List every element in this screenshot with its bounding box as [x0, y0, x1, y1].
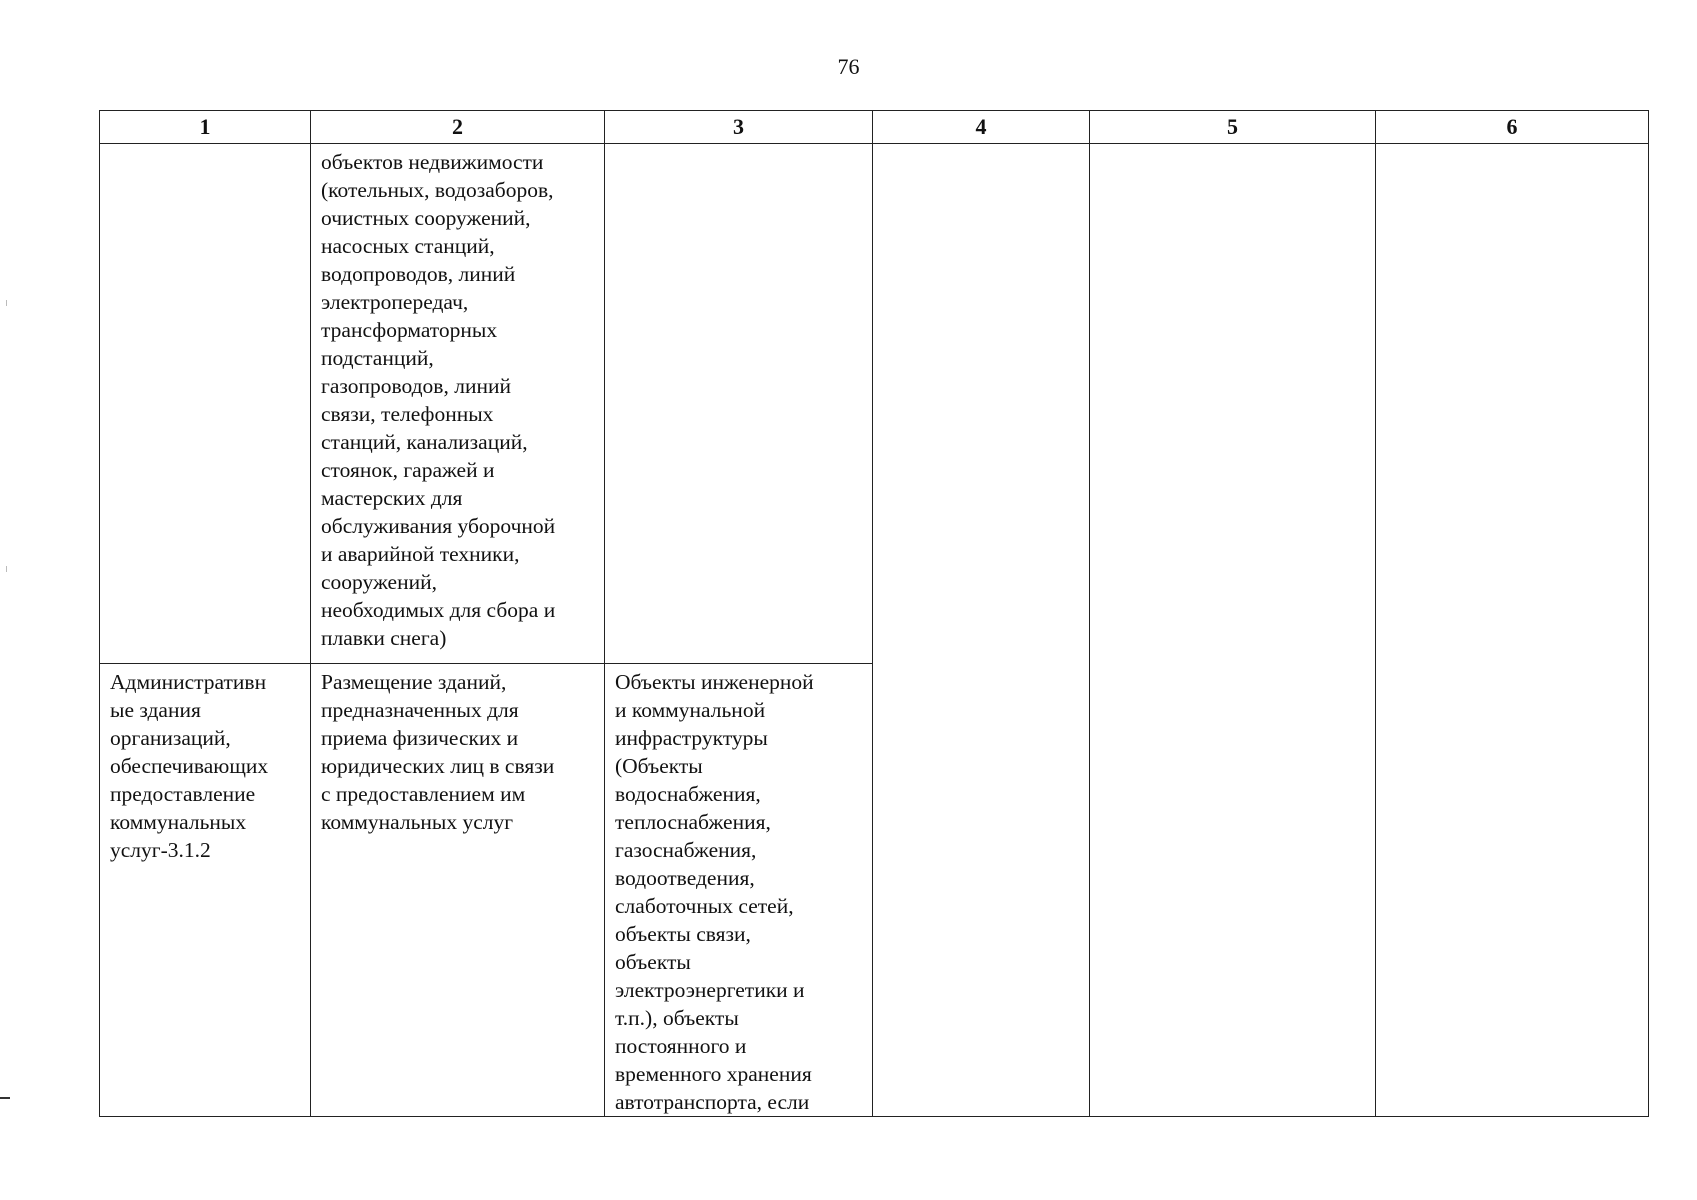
text-line: обслуживания уборочной — [321, 514, 556, 538]
column-header-5: 5 — [1090, 111, 1376, 144]
text-line: Административн — [110, 670, 267, 694]
regulations-table — [99, 110, 1649, 1117]
text-line: сооружений, — [321, 570, 437, 594]
text-line: и коммунальной — [615, 698, 766, 722]
cell-text — [311, 144, 604, 652]
cell-text — [100, 664, 310, 864]
text-line: объекты связи, — [615, 922, 751, 946]
text-line: коммунальных — [110, 810, 247, 834]
text-line: предоставление — [110, 782, 256, 806]
text-line: временного хранения — [615, 1062, 812, 1086]
text-line: стоянок, гаражей и — [321, 458, 495, 482]
text-line: услуг-3.1.2 — [110, 838, 211, 862]
text-line: ые здания — [110, 698, 201, 722]
column-header-2: 2 — [311, 111, 605, 144]
table-row-continuation — [100, 144, 1649, 664]
text-line: станций, канализаций, — [321, 430, 528, 454]
text-line: теплоснабжения, — [615, 810, 771, 834]
cell-r1-c2 — [311, 144, 605, 664]
page-number: 76 — [837, 54, 860, 79]
cell-r2-c2 — [311, 664, 605, 1117]
text-line: постоянного и — [615, 1034, 747, 1058]
text-line: (котельных, водозаборов, — [321, 178, 554, 202]
text-line: коммунальных услуг — [321, 810, 514, 834]
column-header-4: 4 — [873, 111, 1090, 144]
text-line: т.п.), объекты — [615, 1006, 739, 1030]
text-line: инфраструктуры — [615, 726, 768, 750]
text-line: плавки снега) — [321, 626, 447, 650]
text-line: слаботочных сетей, — [615, 894, 794, 918]
text-line: насосных станций, — [321, 234, 495, 258]
column-header-6: 6 — [1376, 111, 1649, 144]
cell-col4 — [873, 144, 1090, 1117]
text-line: с предоставлением им — [321, 782, 526, 806]
table-header-row — [100, 111, 1649, 144]
cell-text — [605, 664, 872, 1116]
text-line: Объекты инженерной — [615, 670, 814, 694]
text-line: подстанций, — [321, 346, 434, 370]
text-line: объектов недвижимости — [321, 150, 544, 174]
text-line: очистных сооружений, — [321, 206, 531, 230]
cell-col5 — [1090, 144, 1376, 1117]
text-line: водопроводов, линий — [321, 262, 516, 286]
text-line: необходимых для сбора и — [321, 598, 556, 622]
text-line: трансформаторных — [321, 318, 498, 342]
cell-text — [311, 664, 604, 836]
text-line: газопроводов, линий — [321, 374, 511, 398]
text-line: и аварийной техники, — [321, 542, 520, 566]
text-line: водоснабжения, — [615, 782, 761, 806]
text-line: обеспечивающих — [110, 754, 269, 778]
margin-tick — [6, 300, 7, 306]
margin-tick — [6, 566, 7, 572]
cell-r1-c1 — [100, 144, 311, 664]
text-line: объекты — [615, 950, 691, 974]
text-line: газоснабжения, — [615, 838, 757, 862]
text-line: электроэнергетики и — [615, 978, 805, 1002]
cell-r2-c1 — [100, 664, 311, 1117]
text-line: (Объекты — [615, 754, 703, 778]
text-line: предназначенных для — [321, 698, 519, 722]
column-header-3: 3 — [605, 111, 873, 144]
text-line: Размещение зданий, — [321, 670, 507, 694]
text-line: приема физических и — [321, 726, 519, 750]
text-line: электропередач, — [321, 290, 469, 314]
cell-r2-c3 — [605, 664, 873, 1117]
text-line: автотранспорта, если — [615, 1090, 810, 1114]
text-line: юридических лиц в связи — [321, 754, 555, 778]
cell-r1-c3 — [605, 144, 873, 664]
text-line: водоотведения, — [615, 866, 755, 890]
text-line: организаций, — [110, 726, 231, 750]
column-header-1: 1 — [100, 111, 311, 144]
text-line: мастерских для — [321, 486, 463, 510]
margin-mark — [0, 1097, 10, 1099]
cell-col6 — [1376, 144, 1649, 1117]
text-line: связи, телефонных — [321, 402, 494, 426]
